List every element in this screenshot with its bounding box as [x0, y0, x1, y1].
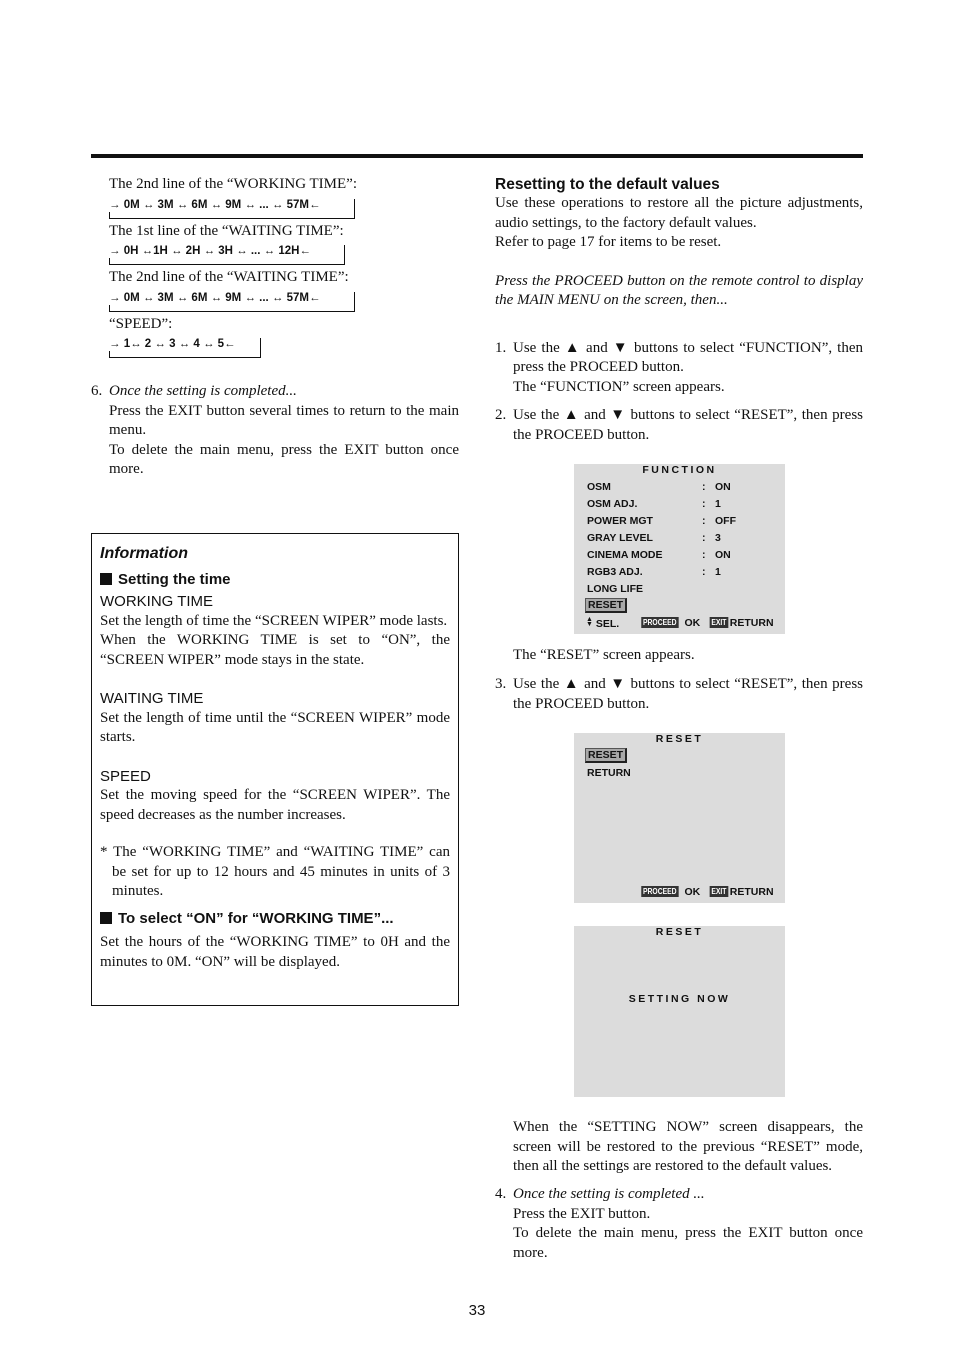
osd-reset-screen	[574, 733, 785, 903]
exit-tag: EXIT	[711, 887, 727, 896]
osd-row: GRAY LEVEL : 3	[587, 532, 721, 544]
step-number: 4.	[495, 1186, 507, 1202]
information-box	[91, 533, 459, 1006]
step-text: To delete the main menu, press the EXIT button once more.	[513, 1225, 863, 1261]
osd-setting-now-screen	[574, 926, 785, 1097]
italic-note: Press the PROCEED button on the remote control to display the MAIN MENU on the screen, then...	[495, 272, 863, 308]
step-number: 3.	[495, 676, 507, 692]
step-text: To delete the main menu, press the EXIT button once more.	[109, 441, 459, 477]
osd-title: FUNCTION	[642, 464, 717, 476]
osd-row: LONG LIFE	[587, 583, 643, 595]
select-on-text: Set the hours of the “WORKING TIME” to 0H and the minutes to 0M. “ON” will be displayed.	[100, 934, 450, 970]
step-text: Press the EXIT button several times to return to the main menu.	[109, 402, 459, 438]
step-number: 1.	[495, 339, 507, 356]
step-1	[495, 339, 863, 398]
top-rule	[91, 154, 863, 158]
speed-head: SPEED	[100, 767, 151, 785]
section-heading: Resetting to the default values	[495, 176, 720, 193]
speed-sequence: → 1↔ 2 ↔ 3 ↔ 4 ↔ 5←	[109, 338, 236, 350]
osd-selected-item: RESET	[585, 749, 627, 761]
wait1-cycle	[109, 245, 459, 267]
osd-message: SETTING NOW	[628, 993, 731, 1005]
step-number: 6.	[91, 383, 103, 399]
info-heading-setting-time: Setting the time	[100, 570, 450, 590]
square-bullet-icon	[100, 912, 112, 924]
working-time-head: WORKING TIME	[100, 593, 214, 610]
step-subtext: The “FUNCTION” screen appears.	[513, 378, 725, 395]
step-4	[495, 1185, 863, 1263]
step-text: Use the ▲ and ▼ buttons to select “FUNCTION”, then press the PROCEED button.	[513, 339, 863, 375]
osd-row: RGB3 ADJ. : 1	[587, 566, 721, 578]
setting-now-caption: When the “SETTING NOW” screen disappears, the screen will be restored to the previous “RESET” mode, then all the settings are restored to the default values.	[513, 1119, 863, 1174]
osd-row: CINEMA MODE : ON	[587, 549, 731, 561]
step-text: Press the EXIT button.	[513, 1205, 651, 1222]
step-2	[495, 406, 863, 445]
exit-tag: EXIT	[711, 618, 727, 627]
wait2-cycle	[109, 292, 459, 314]
speed-cycle	[109, 338, 459, 360]
osd-row: RETURN	[587, 767, 631, 779]
step-6	[91, 382, 459, 480]
reset-screen-caption: The “RESET” screen appears.	[513, 647, 695, 663]
work2-sequence: → 0M ↔ 3M ↔ 6M ↔ 9M ↔ ... ↔ 57M←	[109, 198, 321, 211]
osd-footer-return: EXIT RETURN	[711, 617, 774, 629]
wait1-sequence: → 0H ↔1H ↔ 2H ↔ 3H ↔ ... ↔ 12H←	[109, 245, 311, 257]
proceed-tag: PROCEED	[642, 887, 677, 896]
work2-label: The 2nd line of the “WORKING TIME”:	[109, 176, 357, 192]
work2-cycle	[109, 199, 459, 221]
left-column	[91, 175, 459, 480]
page-number: 33	[468, 1302, 486, 1319]
osd-row: OSM ADJ. : 1	[587, 498, 721, 510]
osd-title: RESET	[655, 926, 704, 938]
step-number: 2.	[495, 407, 507, 423]
intro-text: Use these operations to restore all the picture adjustments, audio settings, to the factory default values.	[495, 195, 863, 231]
osd-footer-ok: PROCEED OK	[642, 617, 701, 629]
osd-row: OSM : ON	[587, 481, 731, 493]
speed-text: Set the moving speed for the “SCREEN WIPER”. The speed decreases as the number increases.	[100, 787, 450, 823]
osd-selected-item: RESET	[585, 599, 627, 611]
info-title: Information	[100, 545, 188, 562]
info-heading-select-on: To select “ON” for “WORKING TIME”...	[100, 909, 450, 929]
step-title: Once the setting is completed ...	[513, 1186, 705, 1202]
speed-label: “SPEED”:	[109, 315, 173, 332]
step-3	[495, 675, 863, 714]
info-note: * The “WORKING TIME” and “WAITING TIME” can be set for up to 12 hours and 45 minutes in units of 3 minutes.	[100, 844, 450, 899]
osd-footer-return: EXIT RETURN	[711, 886, 774, 898]
working-time-text: Set the length of time the “SCREEN WIPER” mode lasts.	[100, 612, 448, 629]
osd-row: POWER MGT : OFF	[587, 515, 736, 527]
step-text: Use the ▲ and ▼ buttons to select “RESET”, then press the PROCEED button.	[513, 676, 863, 712]
wait1-label: The 1st line of the “WAITING TIME”:	[109, 222, 344, 239]
wait2-label: The 2nd line of the “WAITING TIME”:	[109, 269, 349, 285]
proceed-tag: PROCEED	[642, 618, 677, 627]
waiting-time-head: WAITING TIME	[100, 690, 204, 707]
waiting-time-text: Set the length of time until the “SCREEN WIPER” mode starts.	[100, 709, 450, 745]
osd-footer-ok: PROCEED OK	[642, 886, 701, 898]
osd-title: RESET	[655, 733, 704, 745]
osd-footer: ▲ ▼ SEL.	[586, 616, 620, 630]
up-down-arrows-icon: ▲ ▼	[586, 616, 593, 628]
wait2-sequence: → 0M ↔ 3M ↔ 6M ↔ 9M ↔ ... ↔ 57M←	[109, 291, 321, 304]
working-time-text: When the WORKING TIME is set to “ON”, the “SCREEN WIPER” mode stays in the state.	[100, 632, 450, 668]
intro-text: Refer to page 17 for items to be reset.	[495, 234, 722, 250]
osd-function-screen	[574, 464, 785, 634]
step-title: Once the setting is completed...	[109, 383, 297, 399]
square-bullet-icon	[100, 573, 112, 585]
step-text: Use the ▲ and ▼ buttons to select “RESET”, then press the PROCEED button.	[513, 407, 863, 443]
